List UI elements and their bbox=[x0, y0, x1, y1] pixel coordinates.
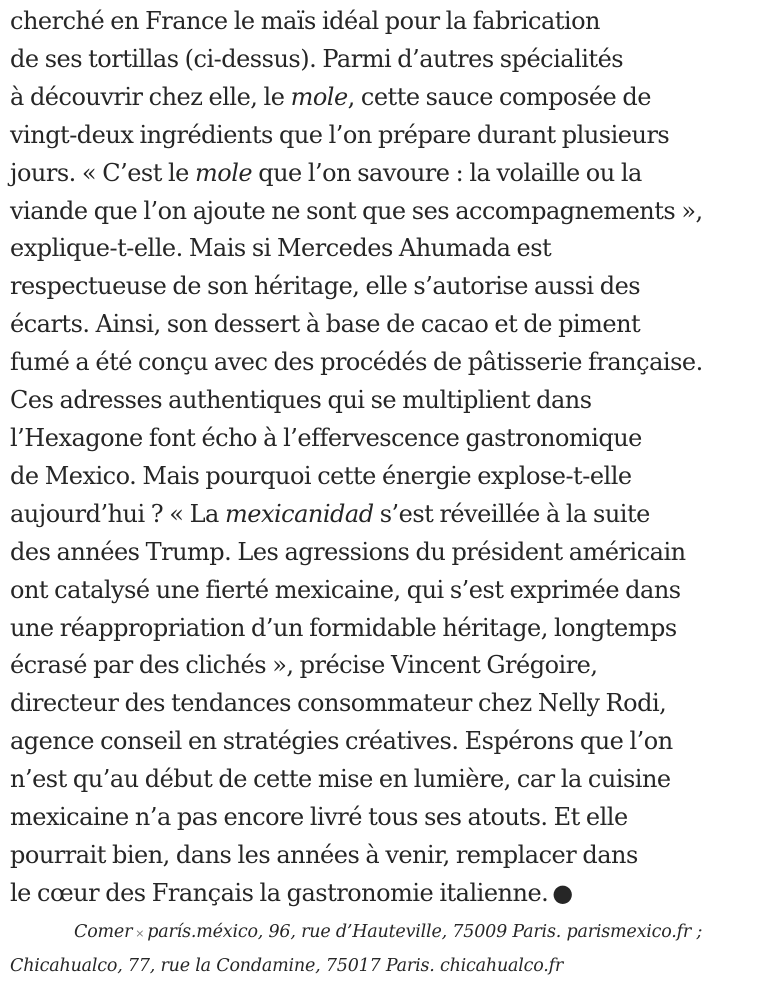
text-line: une réappropriation d’un formidable héritage, longtemps bbox=[10, 613, 677, 642]
text-span: à découvrir chez elle, le bbox=[10, 82, 291, 111]
italic-term: mole bbox=[195, 158, 253, 187]
text-span: le cœur des Français la gastronomie italienne. bbox=[10, 878, 549, 907]
text-line: ont catalysé une fierté mexicaine, qui s’est exprimée dans bbox=[10, 575, 681, 604]
text-span: jours. « C’est le bbox=[10, 158, 195, 187]
article-body bbox=[10, 3, 762, 913]
text-line: agence conseil en stratégies créatives. Espérons que l’on bbox=[10, 727, 673, 756]
text-line: écarts. Ainsi, son dessert à base de cacao et de piment bbox=[10, 310, 641, 339]
footer-line bbox=[10, 916, 762, 950]
text-line: l’Hexagone font écho à l’effervescence gastronomique bbox=[10, 423, 642, 452]
text-line: Ces adresses authentiques qui se multiplient dans bbox=[10, 386, 592, 415]
separator-icon: × bbox=[135, 927, 145, 940]
address-footer bbox=[10, 916, 762, 982]
text-span: , cette sauce composée de bbox=[347, 82, 651, 111]
text-line: explique-t-elle. Mais si Mercedes Ahumada est bbox=[10, 234, 552, 263]
text-line: pourrait bien, dans les années à venir, remplacer dans bbox=[10, 840, 638, 869]
italic-term: mexicanidad bbox=[224, 499, 374, 528]
text-line: vingt-deux ingrédients que l’on prépare durant plusieurs bbox=[10, 120, 670, 149]
text-line: cherché en France le maïs idéal pour la fabrication bbox=[10, 7, 600, 35]
text-span: aujourd’hui ? « La bbox=[10, 499, 225, 528]
text-span: s’est réveillée à la suite bbox=[373, 499, 650, 528]
footer-heading: Comer bbox=[74, 922, 133, 942]
italic-term: mole bbox=[290, 82, 348, 111]
end-of-article-bullet-icon: ● bbox=[552, 878, 573, 907]
footer-address: parís.méxico, 96, rue d’Hauteville, 75009 Paris. parismexico.fr ; bbox=[147, 922, 703, 942]
text-line: de Mexico. Mais pourquoi cette énergie explose-t-elle bbox=[10, 461, 632, 490]
text-line bbox=[10, 496, 762, 534]
text-line bbox=[10, 79, 762, 117]
text-line: n’est qu’au début de cette mise en lumière, car la cuisine bbox=[10, 765, 671, 794]
footer-line: Chicahualco, 77, rue la Condamine, 75017 Paris. chicahualco.fr bbox=[10, 956, 564, 976]
text-line: directeur des tendances consommateur chez Nelly Rodi, bbox=[10, 689, 667, 718]
text-span: que l’on savoure : la volaille ou la bbox=[252, 158, 642, 187]
text-line: fumé a été conçu avec des procédés de pâtisserie française. bbox=[10, 348, 703, 377]
text-line: écrasé par des clichés », précise Vincent Grégoire, bbox=[10, 651, 598, 680]
text-line: mexicaine n’a pas encore livré tous ses atouts. Et elle bbox=[10, 803, 628, 832]
text-line: des années Trump. Les agressions du président américain bbox=[10, 537, 686, 566]
text-line: respectueuse de son héritage, elle s’autorise aussi des bbox=[10, 272, 641, 301]
text-line bbox=[10, 155, 762, 193]
text-line: de ses tortillas (ci-dessus). Parmi d’autres spécialités bbox=[10, 44, 624, 73]
text-line: viande que l’on ajoute ne sont que ses accompagnements », bbox=[10, 196, 703, 225]
text-line bbox=[10, 875, 762, 913]
